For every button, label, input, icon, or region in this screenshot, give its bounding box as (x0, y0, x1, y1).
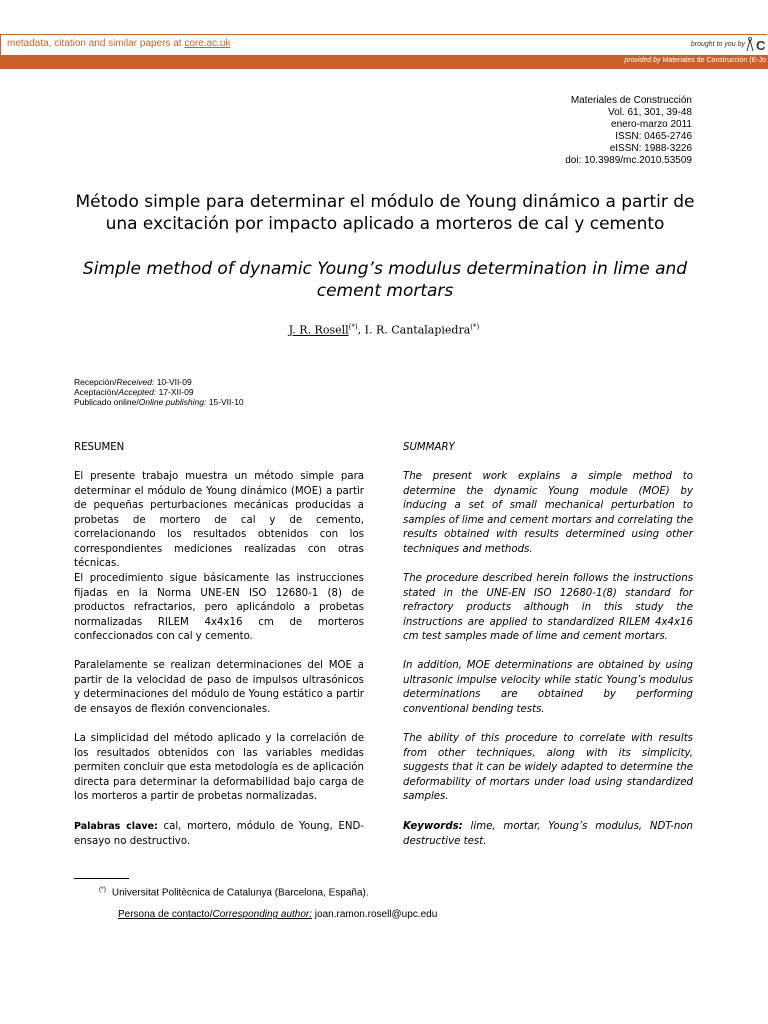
core-link[interactable]: core.ac.uk (184, 38, 231, 49)
core-logo-letter: C (756, 38, 766, 53)
journal-info (565, 95, 692, 167)
received-date: Recepción/Received: 10-VII-09 (74, 377, 192, 387)
author-2-mark: (*) (470, 323, 480, 331)
provider-link[interactable]: Materiales de Construcción (E-Jo (662, 57, 766, 64)
summary-paragraph-2: The procedure described herein follows the instructions stated in the UNE-EN ISO 12680-1(8) standard for refractory products although in this study the instructions are applied to standardized RILEM 4x4x16 cm test samples made of lime and cement mortars. (403, 573, 693, 642)
contact-email[interactable]: joan.ramon.rosell@upc.edu (312, 909, 438, 920)
core-banner (0, 34, 767, 56)
journal-eissn: eISSN: 1988-3226 (609, 143, 692, 154)
keywords-label-es: Palabras clave: (74, 821, 158, 832)
journal-name: Materiales de Construcción (570, 95, 692, 106)
journal-issn: ISSN: 0465-2746 (615, 131, 692, 142)
author-1[interactable]: J. R. Rosell (288, 323, 349, 337)
resumen-paragraph-4: La simplicidad del método aplicado y la correlación de los resultados obtenidos con las variables medidas permiten concluir que esta metodología es de aplicación directa para determinar la deformabilidad bajo carga de los morteros a partir de probetas normalizadas. (74, 733, 364, 802)
author-2: I. R. Cantalapiedra (364, 323, 471, 337)
summary-paragraph-4: The ability of this procedure to correlate with results from other techniques, along with its simplicity, suggests that it can be widely adapted to determine the deformability of mortars under load using standardized samples. (403, 733, 693, 802)
authors: J. R. Rosell(*), I. R. Cantalapiedra(*) (288, 323, 480, 337)
core-metadata-text: metadata, citation and similar papers at core.ac.uk (7, 38, 231, 49)
summary-paragraph-1: The present work explains a simple method to determine the dynamic Young module (MOE) by inducing a set of small mechanical perturbation to samples of lime and cement mortars and correlating the results obtained with results determined using other techniques and methods. (403, 471, 693, 555)
journal-doi: doi: 10.3989/mc.2010.53509 (565, 155, 692, 166)
footnote-contact (118, 909, 437, 920)
summary-paragraph-3: In addition, MOE determinations are obtained by using ultrasonic impulse velocity while static Young’s modulus determinations are obtained by performing conventional bending tests. (403, 660, 693, 715)
brought-to-you-by: brought to you by (690, 41, 745, 48)
core-logo-icon[interactable] (745, 36, 767, 54)
journal-volume: Vol. 61, 301, 39-48 (608, 107, 692, 118)
contact-label: Persona de contacto/Corresponding author: (118, 909, 313, 920)
accepted-date: Aceptación/Accepted: 17-XII-09 (74, 387, 194, 397)
summary-heading: SUMMARY (403, 442, 455, 453)
resumen-paragraph-3: Paralelamente se realizan determinaciones del MOE a partir de la velocidad de paso de impulsos ultrasónicos y determinaciones del módulo de Young estático a partir de ensayos de flexión convencionales. (74, 660, 364, 715)
footnote-affiliation: (*) Universitat Politècnica de Catalunya (Barcelona, España). (99, 886, 369, 899)
footnote-divider (74, 878, 129, 879)
title-spanish: Método simple para determinar el módulo de Young dinámico a partir de una excitación por impacto aplicado a morteros de cal y cemento (75, 192, 695, 234)
journal-date: enero-marzo 2011 (611, 119, 692, 130)
title-english: Simple method of dynamic Young’s modulus determination in lime and cement mortars (82, 259, 688, 301)
resumen-heading: RESUMEN (74, 442, 125, 453)
publication-dates (74, 377, 244, 407)
provided-by-strip (0, 55, 768, 69)
author-1-mark: (*) (348, 323, 358, 331)
resumen-keywords: Palabras clave: cal, mortero, módulo de Young, END-ensayo no destructivo. (74, 821, 364, 847)
provided-by-text: provided by Materiales de Construcción (E-Jo (624, 57, 766, 64)
resumen-paragraph-1: El presente trabajo muestra un método simple para determinar el módulo de Young dinámico (MOE) a partir de pequeñas perturbaciones mecánicas producidas a probetas de mortero de cal y de cemento, correlacionando los resultados obtenidos con los correspondientes mediciones realizadas con otras técnicas. (74, 471, 364, 569)
online-date: Publicado online/Online publishing: 15-VII-10 (74, 397, 244, 407)
resumen-paragraph-2: El procedimiento sigue básicamente las instrucciones fijadas en la Norma UNE-EN ISO 12680-1 (8) de productos refractarios, pero aplicándolo a probetas normalizadas RILEM 4x4x16 cm de morteros confeccionados con cal y cemento. (74, 573, 364, 642)
summary-keywords: Keywords: lime, mortar, Young’s modulus, NDT-non destructive test. (403, 821, 693, 847)
keywords-label-en: Keywords: (403, 821, 463, 832)
